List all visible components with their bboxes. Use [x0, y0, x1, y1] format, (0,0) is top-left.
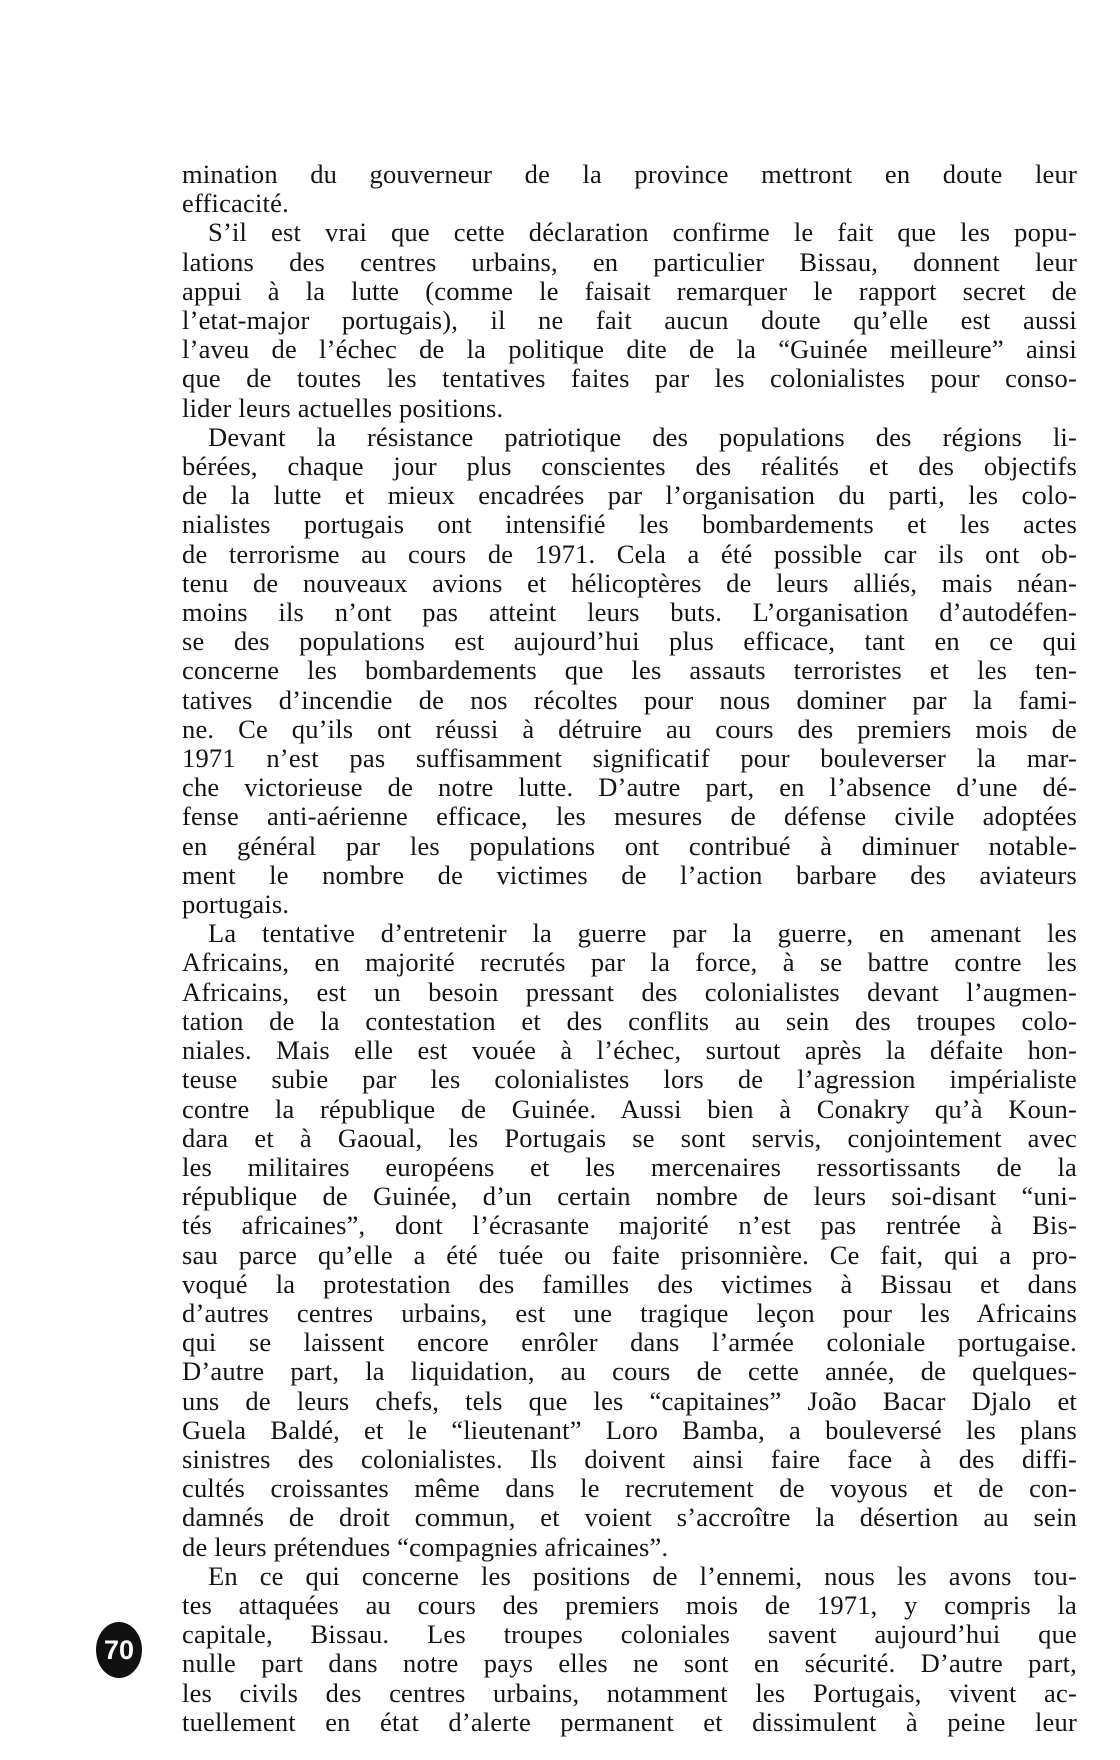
text-line: tuellement en état d’alerte permanent et dissimulent à peine leur	[182, 1706, 1077, 1737]
text-line: nialistes portugais ont intensifié les bombardements et les actes	[182, 509, 1077, 540]
text-line: S’il est vrai que cette déclaration confirme le fait que les popu-	[208, 217, 1077, 248]
text-line: tenu de nouveaux avions et hélicoptères de leurs alliés, mais néan-	[182, 567, 1077, 598]
text-line: se des populations est aujourd’hui plus efficace, tant en ce qui	[182, 626, 1077, 657]
text-line: nulle part dans notre pays elles ne sont en sécurité. D’autre part,	[182, 1648, 1077, 1679]
text-line: D’autre part, la liquidation, au cours de cette année, de quelques-	[182, 1356, 1077, 1387]
text-line: les militaires européens et les mercenaires ressortissants de la	[182, 1151, 1077, 1182]
text-line: lider leurs actuelles positions.	[182, 392, 504, 423]
text-line: cultés croissantes même dans le recrutement de voyous et de con-	[182, 1473, 1077, 1504]
page-number-badge: 70	[96, 1622, 142, 1678]
text-line: concerne les bombardements que les assauts terroristes et les ten-	[182, 655, 1077, 686]
text-line: que de toutes les tentatives faites par les colonialistes pour conso-	[182, 363, 1077, 394]
text-line: de terrorisme au cours de 1971. Cela a été possible car ils ont ob-	[182, 538, 1077, 569]
text-line: Guela Baldé, et le “lieutenant” Loro Bamba, a bouleversé les plans	[182, 1414, 1077, 1445]
text-line: dara et à Gaoual, les Portugais se sont servis, conjointement avec	[182, 1122, 1077, 1153]
text-line: tés africaines”, dont l’écrasante majorité n’est pas rentrée à Bis-	[182, 1210, 1077, 1241]
text-line: tatives d’incendie de nos récoltes pour nous dominer par la fami-	[182, 684, 1077, 715]
text-line: En ce qui concerne les positions de l’ennemi, nous les avons tou-	[208, 1560, 1077, 1591]
text-line: tation de la contestation et des conflits au sein des troupes colo-	[182, 1005, 1077, 1036]
text-line: l’aveu de l’échec de la politique dite de la “Guinée meilleure” ainsi	[182, 334, 1077, 365]
text-line: Devant la résistance patriotique des populations des régions li-	[208, 421, 1077, 452]
text-line: qui se laissent encore enrôler dans l’armée coloniale portugaise.	[182, 1327, 1077, 1358]
text-line: appui à la lutte (comme le faisait remarquer le rapport secret de	[182, 275, 1077, 306]
text-line: teuse subie par les colonialistes lors de l’agression impérialiste	[182, 1064, 1077, 1095]
text-line: moins ils n’ont pas atteint leurs buts. L’organisation d’autodéfen-	[182, 597, 1077, 628]
text-line: en général par les populations ont contribué à diminuer notable-	[182, 830, 1077, 861]
text-line: sinistres des colonialistes. Ils doivent ainsi faire face à des diffi-	[182, 1443, 1077, 1474]
text-line: capitale, Bissau. Les troupes coloniales savent aujourd’hui que	[182, 1619, 1077, 1650]
text-line: de leurs prétendues “compagnies africaines”.	[182, 1531, 669, 1562]
text-line: La tentative d’entretenir la guerre par la guerre, en amenant les	[208, 918, 1077, 949]
text-line: che victorieuse de notre lutte. D’autre part, en l’absence d’une dé-	[182, 772, 1077, 803]
text-line: d’autres centres urbains, est une tragique leçon pour les Africains	[182, 1297, 1077, 1328]
text-line: les civils des centres urbains, notamment les Portugais, vivent ac-	[182, 1677, 1077, 1708]
text-line: 1971 n’est pas suffisamment significatif pour bouleverser la mar-	[182, 743, 1077, 774]
text-line: portugais.	[182, 889, 290, 920]
text-line: efficacité.	[182, 188, 289, 219]
text-line: de la lutte et mieux encadrées par l’organisation du parti, les colo-	[182, 480, 1077, 511]
text-line: l’etat-major portugais), il ne fait aucun doute qu’elle est aussi	[182, 305, 1077, 336]
text-line: ne. Ce qu’ils ont réussi à détruire au cours des premiers mois de	[182, 713, 1077, 744]
text-line: bérées, chaque jour plus conscientes des réalités et des objectifs	[182, 451, 1077, 482]
text-line: sau parce qu’elle a été tuée ou faite prisonnière. Ce fait, qui a pro-	[182, 1239, 1077, 1270]
text-line: Africains, est un besoin pressant des colonialistes devant l’augmen-	[182, 976, 1077, 1007]
text-line: Africains, en majorité recrutés par la force, à se battre contre les	[182, 947, 1077, 978]
text-line: contre la république de Guinée. Aussi bien à Conakry qu’à Koun-	[182, 1093, 1077, 1124]
text-line: fense anti-aérienne efficace, les mesures de défense civile adoptées	[182, 801, 1077, 832]
text-line: damnés de droit commun, et voient s’accroître la désertion au sein	[182, 1502, 1077, 1533]
text-line: mination du gouverneur de la province mettront en doute leur	[182, 159, 1077, 189]
text-line: voqué la protestation des familles des victimes à Bissau et dans	[182, 1268, 1077, 1299]
text-line: uns de leurs chefs, tels que les “capitaines” João Bacar Djalo et	[182, 1385, 1077, 1416]
body-text	[182, 160, 1077, 1737]
text-line: niales. Mais elle est vouée à l’échec, surtout après la défaite hon-	[182, 1035, 1077, 1066]
text-line: tes attaquées au cours des premiers mois de 1971, y compris la	[182, 1589, 1077, 1620]
text-line: république de Guinée, d’un certain nombre de leurs soi-disant “uni-	[182, 1181, 1077, 1212]
text-line: ment le nombre de victimes de l’action barbare des aviateurs	[182, 859, 1077, 890]
text-line: lations des centres urbains, en particulier Bissau, donnent leur	[182, 246, 1077, 277]
